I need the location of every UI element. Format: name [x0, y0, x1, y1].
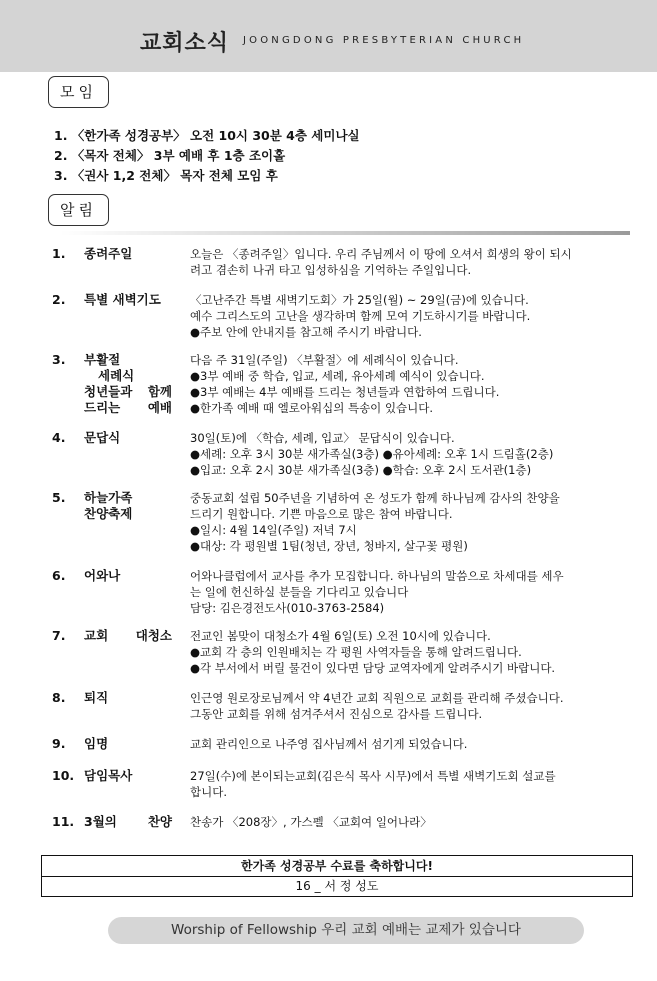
notice-line: ●각 부서에서 버릴 물건이 있다면 담당 교역자에게 알려주시기 바랍니다. [190, 661, 556, 675]
notice-line: 30일(토)에 〈학습, 세례, 입교〉 문답식이 있습니다. [190, 431, 455, 445]
notice-label [84, 690, 172, 706]
section-divider [60, 231, 630, 235]
notice-line: 담당: 김은경전도사(010-3763-2584) [190, 601, 385, 615]
notice-label [84, 292, 172, 308]
notice-number: 11. [52, 814, 75, 829]
notice-line: 전교인 봄맞이 대청소가 4월 6일(토) 오전 10시에 있습니다. [190, 629, 491, 643]
notice-label-line: 종려주일 [84, 246, 133, 261]
meetings-heading: 모임 [48, 76, 109, 108]
notice-number: 9. [52, 736, 66, 751]
notice-label-line: 찬양축제 [84, 506, 133, 521]
notice-body [190, 768, 630, 800]
notice-line: ●입교: 오후 2시 30분 새가족실(3층) ●학습: 오후 2시 도서관(1층) [190, 463, 532, 477]
notice-line: ●한가족 예배 때 엘로아워십의 특송이 있습니다. [190, 401, 434, 415]
notice-label [84, 352, 172, 416]
notice-line: 예수 그리스도의 고난을 생각하며 함께 모여 기도하시기를 바랍니다. [190, 309, 531, 323]
notice-label [84, 768, 172, 784]
notice-body [190, 490, 630, 554]
notice-label-line: 어와나 [84, 568, 121, 583]
meeting-item: 1. 〈한가족 성경공부〉 오전 10시 30분 4층 세미나실 [54, 128, 360, 143]
notice-body [190, 352, 630, 416]
notice-line: 교회 관리인으로 나주영 집사님께서 섬기게 되었습니다. [190, 737, 468, 751]
notice-line: 오늘은 〈종려주일〉입니다. 우리 주님께서 이 땅에 오셔서 희생의 왕이 되시 [190, 247, 572, 261]
notice-number: 8. [52, 690, 66, 705]
footer-banner: Worship of Fellowship 우리 교회 예배는 교제가 있습니다 [108, 917, 584, 944]
page-header [0, 0, 657, 72]
notice-body [190, 292, 630, 340]
meeting-item: 2. 〈목자 전체〉 3부 예배 후 1층 조이홀 [54, 148, 286, 163]
notice-line: 는 일에 헌신하실 분들을 기다리고 있습니다 [190, 585, 409, 599]
notice-number: 5. [52, 490, 66, 505]
notice-label [84, 736, 172, 752]
notice-label-line: 세례식 [98, 368, 135, 383]
notice-number: 7. [52, 628, 66, 643]
notice-label-line: 하늘가족 [84, 490, 133, 505]
notice-number: 3. [52, 352, 66, 367]
notice-line: 려고 겸손히 나귀 타고 입성하심을 기억하는 주일입니다. [190, 263, 472, 277]
notice-line: 합니다. [190, 785, 227, 799]
notice-line: 중동교회 설립 50주년을 기념하여 온 성도가 함께 하나님께 감사의 찬양을 [190, 491, 560, 505]
notice-line: 그동안 교회를 위해 섬겨주셔서 진심으로 감사를 드립니다. [190, 707, 483, 721]
notice-label [84, 246, 172, 262]
notice-line: ●주보 안에 안내지를 참고해 주시기 바랍니다. [190, 325, 422, 339]
notice-line: 찬송가 〈208장〉, 가스펠 〈교회여 일어나라〉 [190, 815, 432, 829]
notice-label [84, 814, 172, 830]
notice-body [190, 814, 630, 830]
notice-label-line: 청년들과 함께 [84, 384, 172, 399]
notice-label [84, 490, 172, 522]
notice-line: 〈고난주간 특별 새벽기도회〉가 25일(월) ~ 29일(금)에 있습니다. [190, 293, 529, 307]
notice-label-line: 특별 새벽기도 [84, 292, 161, 307]
notice-label-line: 문답식 [84, 430, 121, 445]
notice-number: 1. [52, 246, 66, 261]
notice-line: 인근영 원로장로님께서 약 4년간 교회 직원으로 교회를 관리해 주셨습니다. [190, 691, 564, 705]
notice-body [190, 568, 630, 616]
notice-label-line: 부활절 [84, 352, 121, 367]
notice-label [84, 430, 172, 446]
notice-body [190, 690, 630, 722]
notice-number: 2. [52, 292, 66, 307]
congrats-names: 16 _ 서 정 성도 [295, 879, 379, 893]
notice-number: 6. [52, 568, 66, 583]
notice-body [190, 246, 630, 278]
notice-number: 4. [52, 430, 66, 445]
notice-label-line: 3월의 찬양 [84, 814, 172, 829]
notice-number: 10. [52, 768, 75, 783]
notice-label-line: 임명 [84, 736, 109, 751]
notice-body [190, 430, 630, 478]
header-title: 교회소식 [140, 31, 230, 56]
notice-line: ●대상: 각 평원별 1팀(청년, 장년, 청바지, 살구꽃 평원) [190, 539, 468, 553]
notice-line: ●세례: 오후 3시 30분 새가족실(3층) ●유아세례: 오후 1시 드림홀(2층) [190, 447, 554, 461]
notice-line: 다음 주 31일(주일) 〈부활절〉에 세례식이 있습니다. [190, 353, 459, 367]
header-subtitle: JOONGDONG PRESBYTERIAN CHURCH [243, 35, 525, 46]
notice-label-line: 퇴직 [84, 690, 109, 705]
congrats-box [41, 855, 633, 897]
notice-label-line: 드리는 예배 [84, 400, 172, 415]
notice-label-line: 담임목사 [84, 768, 133, 783]
notice-line: 드리기 원합니다. 기쁜 마음으로 많은 참여 바랍니다. [190, 507, 453, 521]
notice-line: 어와나클럽에서 교사를 추가 모집합니다. 하나님의 말씀으로 차세대를 세우 [190, 569, 564, 583]
notice-label [84, 628, 172, 644]
notice-line: ●교회 각 층의 인원배치는 각 평원 사역자들을 통해 알려드립니다. [190, 645, 522, 659]
notice-label-line: 교회 대청소 [84, 628, 172, 643]
notice-label [84, 568, 172, 584]
meeting-item: 3. 〈권사 1,2 전체〉 목자 전체 모임 후 [54, 168, 278, 183]
notice-body [190, 628, 630, 676]
notice-body [190, 736, 630, 752]
notice-line: ●일시: 4월 14일(주일) 저녁 7시 [190, 523, 357, 537]
notices-heading: 알림 [48, 194, 109, 226]
notice-line: 27일(수)에 본이되는교회(김은식 목사 시무)에서 특별 새벽기도회 설교를 [190, 769, 556, 783]
notice-line: ●3부 예배는 4부 예배를 드리는 청년들과 연합하여 드립니다. [190, 385, 500, 399]
notice-line: ●3부 예배 중 학습, 입교, 세례, 유아세례 예식이 있습니다. [190, 369, 485, 383]
congrats-title: 한가족 성경공부 수료를 축하합니다! [42, 856, 632, 877]
